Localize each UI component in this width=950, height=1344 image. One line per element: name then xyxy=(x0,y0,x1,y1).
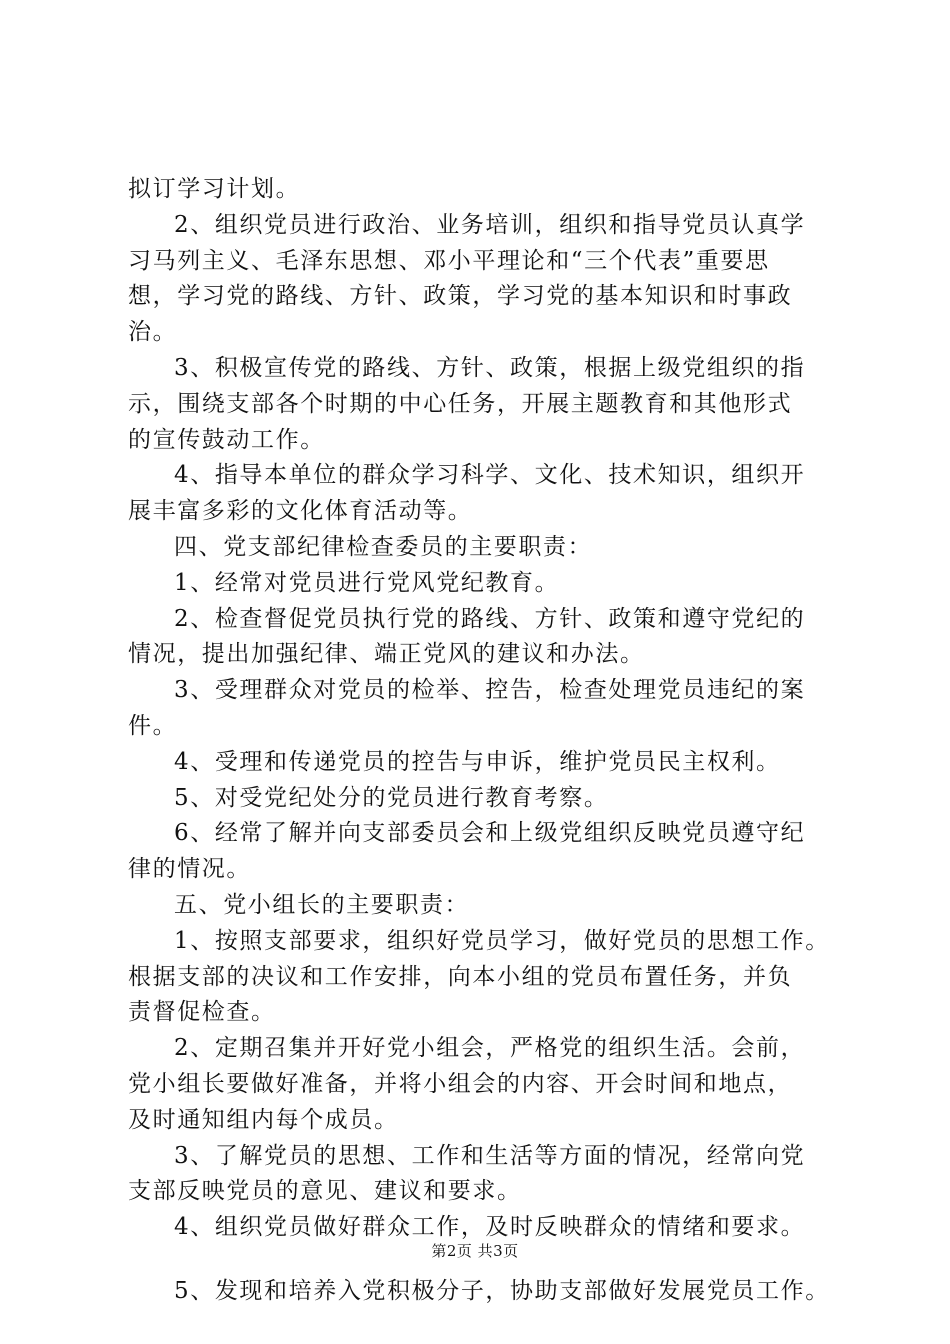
text-line: 1、按照支部要求，组织好党员学习，做好党员的思想工作。 xyxy=(174,927,830,954)
document-body xyxy=(128,172,848,1310)
text-line: 5、对受党纪处分的党员进行教育考察。 xyxy=(174,784,609,811)
text-line: 责督促检查。 xyxy=(128,999,276,1026)
text-line: 四、党支部纪律检查委员的主要职责： xyxy=(174,533,593,560)
page-footer: 第2页 共3页 xyxy=(431,1242,519,1260)
text-line: 支部反映党员的意见、建议和要求。 xyxy=(128,1178,522,1205)
text-line: 4、组织党员做好群众工作，及时反映群众的情绪和要求。 xyxy=(174,1214,806,1241)
text-line: 6、经常了解并向支部委员会和上级党组织反映党员遵守纪 xyxy=(174,820,806,847)
text-line: 示，围绕支部各个时期的中心任务，开展主题教育和其他形式 xyxy=(128,390,793,417)
text-line: 3、受理群众对党员的检举、控告，检查处理党员违纪的案 xyxy=(174,677,806,704)
text-line: 五、党小组长的主要职责： xyxy=(174,891,470,918)
text-line: 1、经常对党员进行党风党纪教育。 xyxy=(174,569,560,596)
text-line: 4、指导本单位的群众学习科学、文化、技术知识，组织开 xyxy=(174,462,806,489)
text-line: 想，学习党的路线、方针、政策，学习党的基本知识和时事政 xyxy=(128,283,793,310)
text-line: 3、积极宣传党的路线、方针、政策，根据上级党组织的指 xyxy=(174,354,806,381)
text-line: 党小组长要做好准备，并将小组会的内容、开会时间和地点， xyxy=(128,1070,793,1097)
text-line: 件。 xyxy=(128,712,178,739)
text-line: 治。 xyxy=(128,319,178,346)
text-line: 2、检查督促党员执行党的路线、方针、政策和遵守党纪的 xyxy=(174,605,806,632)
text-line: 拟订学习计划。 xyxy=(128,176,301,202)
text-line: 根据支部的决议和工作安排，向本小组的党员布置任务，并负 xyxy=(128,963,793,990)
text-line: 习马列主义、毛泽东思想、邓小平理论和“三个代表”重要思 xyxy=(128,247,770,274)
text-line: 2、定期召集并开好党小组会，严格党的组织生活。会前， xyxy=(174,1035,806,1062)
text-line: 3、了解党员的思想、工作和生活等方面的情况，经常向党 xyxy=(174,1142,806,1169)
text-line: 律的情况。 xyxy=(128,856,251,883)
text-line: 情况，提出加强纪律、端正党风的建议和办法。 xyxy=(128,641,645,668)
text-line: 4、受理和传递党员的控告与申诉，维护党员民主权利。 xyxy=(174,748,781,775)
text-line: 5、发现和培养入党积极分子，协助支部做好发展党员工作。 xyxy=(174,1277,830,1304)
text-line: 2、组织党员进行政治、业务培训，组织和指导党员认真学 xyxy=(174,211,806,238)
text-line: 的宣传鼓动工作。 xyxy=(128,426,325,453)
text-line: 及时通知组内每个成员。 xyxy=(128,1106,399,1133)
text-line: 展丰富多彩的文化体育活动等。 xyxy=(128,498,473,525)
